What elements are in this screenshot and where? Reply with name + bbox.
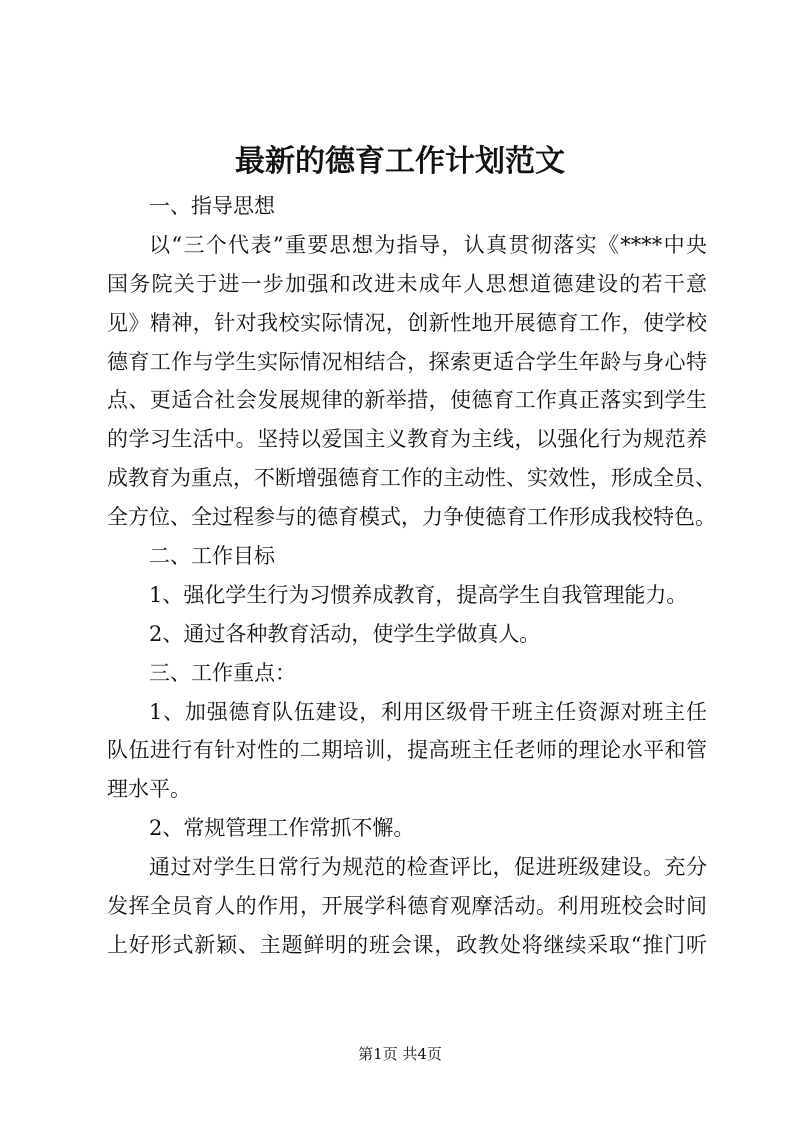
paragraph-line: 队伍进行有针对性的二期培训，提高班主任老师的理论水平和管: [107, 738, 707, 763]
list-item: 1、强化学生行为习惯养成教育，提高学生自我管理能力。: [149, 582, 688, 607]
paragraph-line: 德育工作与学生实际情况相结合，探索更适合学生年龄与身心特: [107, 349, 707, 374]
paragraph-line: 上好形式新颖、主题鲜明的班会课，政教处将继续采取“推门听: [107, 932, 707, 957]
document-title: 最新的德育工作计划范文: [235, 144, 565, 179]
list-item: 2、常规管理工作常抓不懈。: [149, 816, 415, 841]
paragraph-line: 以“三个代表”重要思想为指导，认真贯彻落实《****中央: [149, 232, 707, 257]
paragraph-line: 点、更适合社会发展规律的新举措，使德育工作真正落实到学生: [107, 388, 707, 413]
section-heading-work-goals: 二、工作目标: [149, 544, 275, 569]
section-heading-guiding-ideology: 一、指导思想: [149, 194, 275, 218]
paragraph-line: 的学习生活中。坚持以爱国主义教育为主线，以强化行为规范养: [107, 427, 707, 452]
list-item: 2、通过各种教育活动，使学生学做真人。: [149, 621, 541, 646]
paragraph-line: 发挥全员育人的作用，开展学科德育观摩活动。利用班校会时间: [107, 894, 707, 919]
paragraph-line: 见》精神，针对我校实际情况，创新性地开展德育工作，使学校: [107, 310, 707, 335]
paragraph-line: 国务院关于进一步加强和改进未成年人思想道德建设的若干意: [107, 271, 707, 296]
paragraph-line: 通过对学生日常行为规范的检查评比，促进班级建设。充分: [149, 855, 707, 880]
paragraph-line: 成教育为重点，不断增强德育工作的主动性、实效性，形成全员、: [107, 466, 716, 491]
section-heading-work-focus: 三、工作重点：: [149, 660, 296, 685]
page-number-footer: 第1页 共4页: [358, 1045, 442, 1063]
document-body: [107, 187, 716, 965]
paragraph-line: 1、加强德育队伍建设，利用区级骨干班主任资源对班主任: [149, 699, 707, 724]
paragraph-line: 全方位、全过程参与的德育模式，力争使德育工作形成我校特色。: [107, 505, 716, 530]
paragraph-line: 理水平。: [107, 777, 191, 802]
